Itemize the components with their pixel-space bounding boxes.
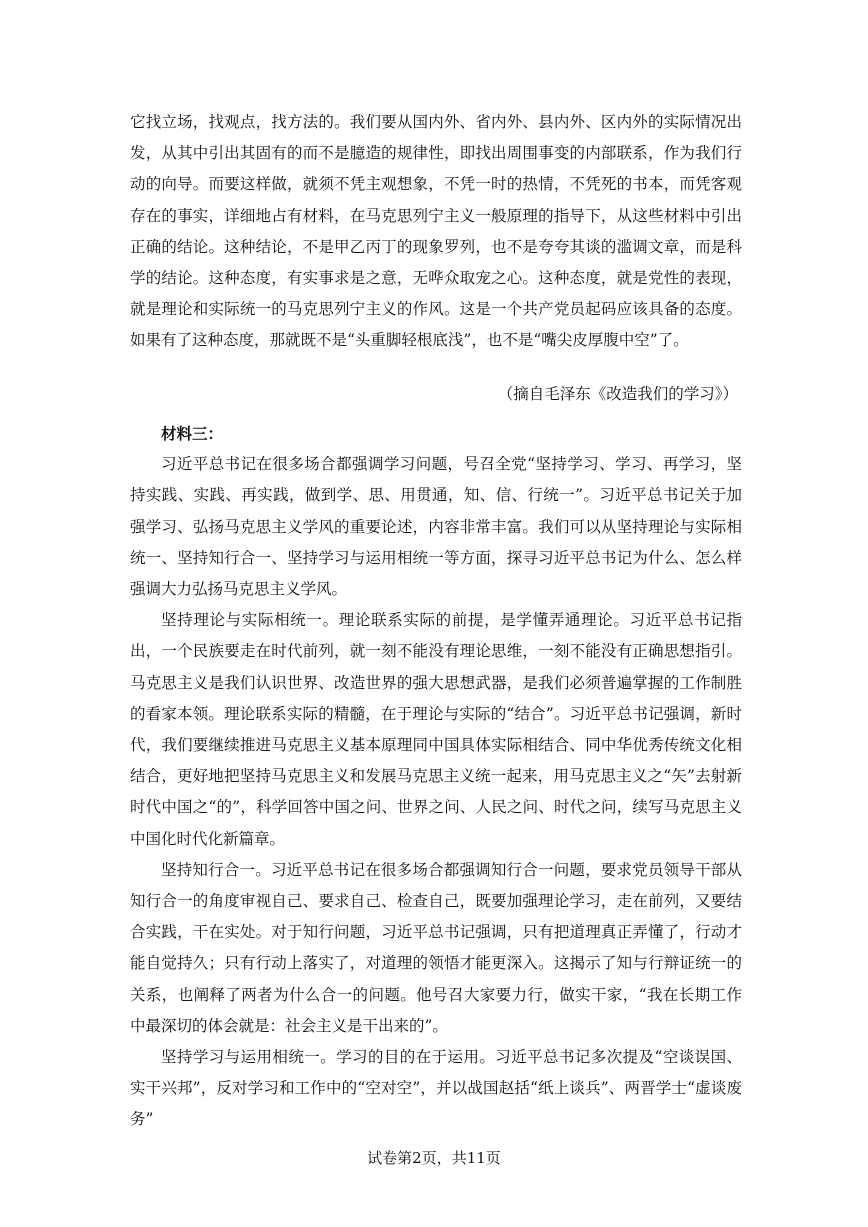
body-paragraph: 坚持学习与运用相统一。学习的目的在于运用。习近平总书记多次提及“空谈误国、实干兴邦”，反对学习和工作中的“空对空”，并以战国赵括“纸上谈兵”、两晋学士“虚谈废务” bbox=[130, 1048, 742, 1129]
material-two-continuation bbox=[130, 107, 742, 357]
section-heading: 材料三： bbox=[161, 424, 224, 443]
source-citation: （摘自毛泽东《改造我们的学习》） bbox=[497, 385, 738, 403]
page-footer: 试卷第2页，共11页 bbox=[367, 1149, 501, 1167]
source-citation-block bbox=[130, 379, 742, 410]
body-paragraph: 坚持理论与实际相统一。理论联系实际的前提，是学懂弄通理论。习近平总书记指出，一个民族要走在时代前列，就一刻不能没有理论思维，一刻不能没有正确思想指引。马克思主义是我们认识世界、改造世界的强大思想武器，是我们必须普遍掌握的工作制胜的看家本领。理论联系实际的精髓，在于理论与实际的“结合”。习近平总书记强调，新时代，我们要继续推进马克思主义基本原理同中国具体实际相结合、同中华优秀传统文化相结合，更好地把坚持马克思主义和发展马克思主义统一起来，用马克思主义之“矢”去射新时代中国之“的”，科学回答中国之问、世界之问、人民之问、时代之问，续写马克思主义中国化时代化新篇章。 bbox=[130, 611, 742, 848]
body-paragraph: 它找立场，找观点，找方法的。我们要从国内外、省内外、县内外、区内外的实际情况出发，从其中引出其固有的而不是臆造的规律性，即找出周围事变的内部联系，作为我们行动的向导。而要这样做，就须不凭主观想象，不凭一时的热情，不凭死的书本，而凭客观存在的事实，详细地占有材料，在马克思列宁主义一般原理的指导下，从这些材料中引出正确的结论。这种结论，不是甲乙丙丁的现象罗列，也不是夸夸其谈的滥调文章，而是科学的结论。这种态度，有实事求是之意，无哗众取宠之心。这种态度，就是党性的表现，就是理论和实际统一的马克思列宁主义的作风。这是一个共产党员起码应该具备的态度。如果有了这种态度，那就既不是“头重脚轻根底浅”，也不是“嘴尖皮厚腹中空”了。 bbox=[130, 113, 742, 350]
material-three-section bbox=[130, 418, 742, 1136]
body-paragraph: 习近平总书记在很多场合都强调学习问题，号召全党“坚持学习、学习、再学习，坚持实践、实践、再实践，做到学、思、用贯通，知、信、行统一”。习近平总书记关于加强学习、弘扬马克思主义学风的重要论述，内容非常丰富。我们可以从坚持理论与实际相统一、坚持知行合一、坚持学习与运用相统一等方面，探寻习近平总书记为什么、怎么样强调大力弘扬马克思主义学风。 bbox=[130, 455, 742, 599]
body-paragraph: 坚持知行合一。习近平总书记在很多场合都强调知行合一问题，要求党员领导干部从知行合一的角度审视自己、要求自己、检查自己，既要加强理论学习，走在前列，又要结合实践，干在实处。对于知行问题，习近平总书记强调，只有把道理真正弄懂了，行动才能自觉持久；只有行动上落实了，对道理的领悟才能更深入。这揭示了知与行辩证统一的关系，也阐释了两者为什么合一的问题。他号召大家要力行，做实干家，“我在长期工作中最深切的体会就是：社会主义是干出来的”。 bbox=[130, 860, 742, 1035]
